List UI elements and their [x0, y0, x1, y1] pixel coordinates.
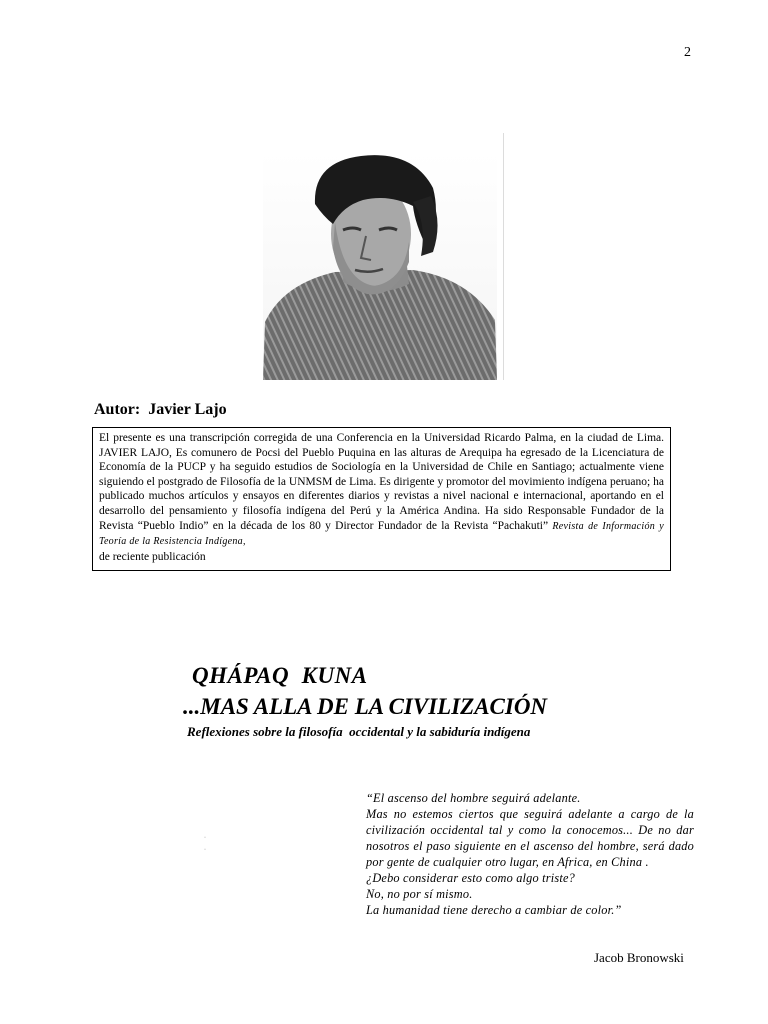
- author-label: Autor:: [94, 401, 141, 418]
- epigraph-quote: [366, 790, 694, 918]
- bio-text: El presente es una transcripción corregida de una Conferencia en la Universidad Ricardo Palma, en la ciudad de Lima. JAVIER LAJO, Es comunero de Pocsi del Pueblo Puquina en las alturas de Arequipa ha egresado de la Licenciatura de Economía de la PUCP y ha seguido estudios de Sociología en la Universidad de Chile en Santiago; actualmente viene siguiendo el postgrado de Filosofía de la UNMSM de Lima. Es dirigente y promotor del movimiento indígena peruano; ha publicado muchos artículos y ensayos en diferentes diarios y revistas a nivel nacional e internacional, aportando en el desarrollo del pensamiento y filosofía indígena del Perú y la América Andina. Ha sido Responsable Fundador de la Revista “Pueblo Indio” en la década de los 80 y Director Fundador de la Revista “Pachakuti”: [99, 432, 664, 532]
- quote-line: Mas no estemos ciertos que seguirá adelante a cargo de la civilización occidental tal y como la conocemos... De no dar nosotros el paso siguiente en el ascenso del hombre, será dado por gente de cualquier otro lugar, en Africa, en China .: [366, 807, 694, 869]
- author-name: Javier Lajo: [148, 401, 227, 418]
- quote-author: Jacob Bronowski: [594, 950, 684, 965]
- page-number: 2: [684, 45, 691, 60]
- stray-marks: · ·: [204, 835, 206, 853]
- quote-line: “El ascenso del hombre seguirá adelante.: [366, 791, 581, 805]
- subtitle: Reflexiones sobre la filosofía occidental y la sabiduría indígena: [187, 724, 531, 739]
- photo-edge-line: [503, 133, 504, 380]
- quote-line: No, no por sí mismo.: [366, 887, 473, 901]
- bio-ending: de reciente publicación: [99, 550, 206, 563]
- quote-line: La humanidad tiene derecho a cambiar de color.”: [366, 903, 622, 917]
- author-line: [94, 401, 227, 419]
- quote-line: ¿Debo considerar esto como algo triste?: [366, 871, 575, 885]
- title-line-1: QHÁPAQ KUNA: [192, 663, 368, 688]
- author-portrait-photo: [263, 152, 497, 380]
- magazine-description: Revista de Información y Teoría de la Resistencia Indígena,: [99, 520, 664, 548]
- author-bio-box: [92, 427, 671, 571]
- title-line-2: ...MAS ALLA DE LA CIVILIZACIÓN: [183, 694, 548, 719]
